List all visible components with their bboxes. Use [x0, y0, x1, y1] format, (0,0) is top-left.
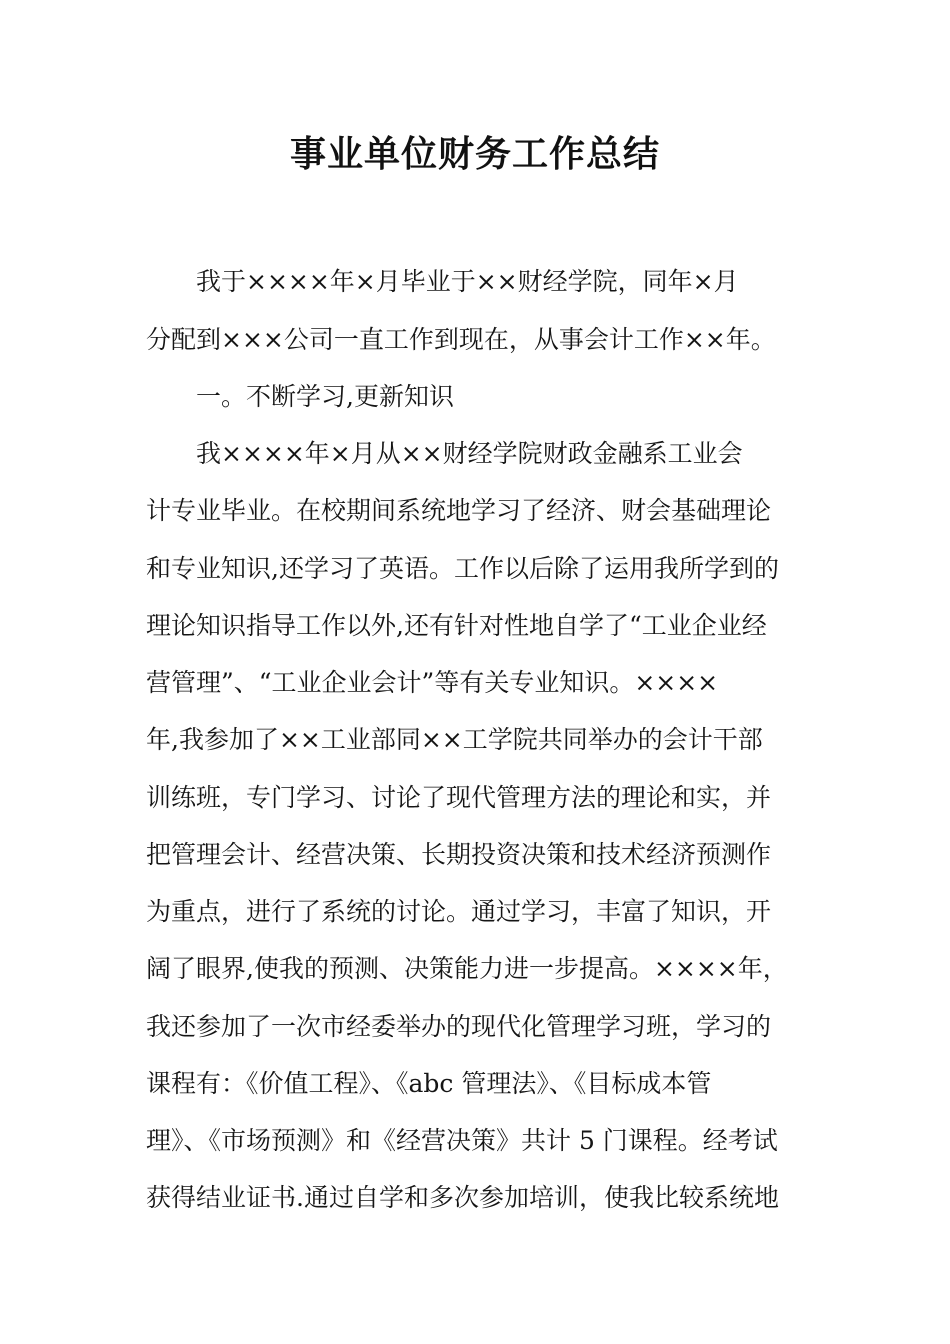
- paragraph-line: 训练班，专门学习、讨论了现代管理方法的理论和实，并: [146, 783, 772, 812]
- paragraph-line: 我××××年×月从××财经学院财政金融系工业会: [196, 439, 743, 468]
- paragraph-line: 理》、《市场预测》和《经营决策》共计 5 门课程。经考试: [146, 1126, 778, 1155]
- paragraph-line: 和专业知识,还学习了英语。工作以后除了运用我所学到的: [146, 554, 779, 583]
- paragraph-line: 阔了眼界,使我的预测、决策能力进一步提高。××××年，: [146, 954, 788, 983]
- paragraph-line: 课程有：《价值工程》、《abc 管理法》、《目标成本管: [146, 1069, 712, 1098]
- paragraph-line: 把管理会计、经营决策、长期投资决策和技术经济预测作: [146, 840, 772, 869]
- paragraph-line: 我于××××年×月毕业于××财经学院，同年×月: [196, 267, 739, 296]
- paragraph-line: 获得结业证书.通过自学和多次参加培训，使我比较系统地: [146, 1183, 779, 1212]
- section-heading: 一。不断学习,更新知识: [196, 382, 454, 411]
- paragraph-line: 为重点，进行了系统的讨论。通过学习，丰富了知识，开: [146, 897, 772, 926]
- paragraph-line: 计专业毕业。在校期间系统地学习了经济、财会基础理论: [146, 496, 772, 525]
- paragraph-line: 分配到×××公司一直工作到现在，从事会计工作××年。: [146, 325, 776, 354]
- document-title: 事业单位财务工作总结: [289, 133, 660, 175]
- paragraph-line: 我还参加了一次市经委举办的现代化管理学习班，学习的: [146, 1012, 772, 1041]
- paragraph-line: 营管理”、“工业企业会计”等有关专业知识。××××: [146, 668, 719, 697]
- paragraph-line: 年,我参加了××工业部同××工学院共同举办的会计干部: [146, 725, 763, 754]
- paragraph-line: 理论知识指导工作以外,还有针对性地自学了“工业企业经: [146, 611, 767, 640]
